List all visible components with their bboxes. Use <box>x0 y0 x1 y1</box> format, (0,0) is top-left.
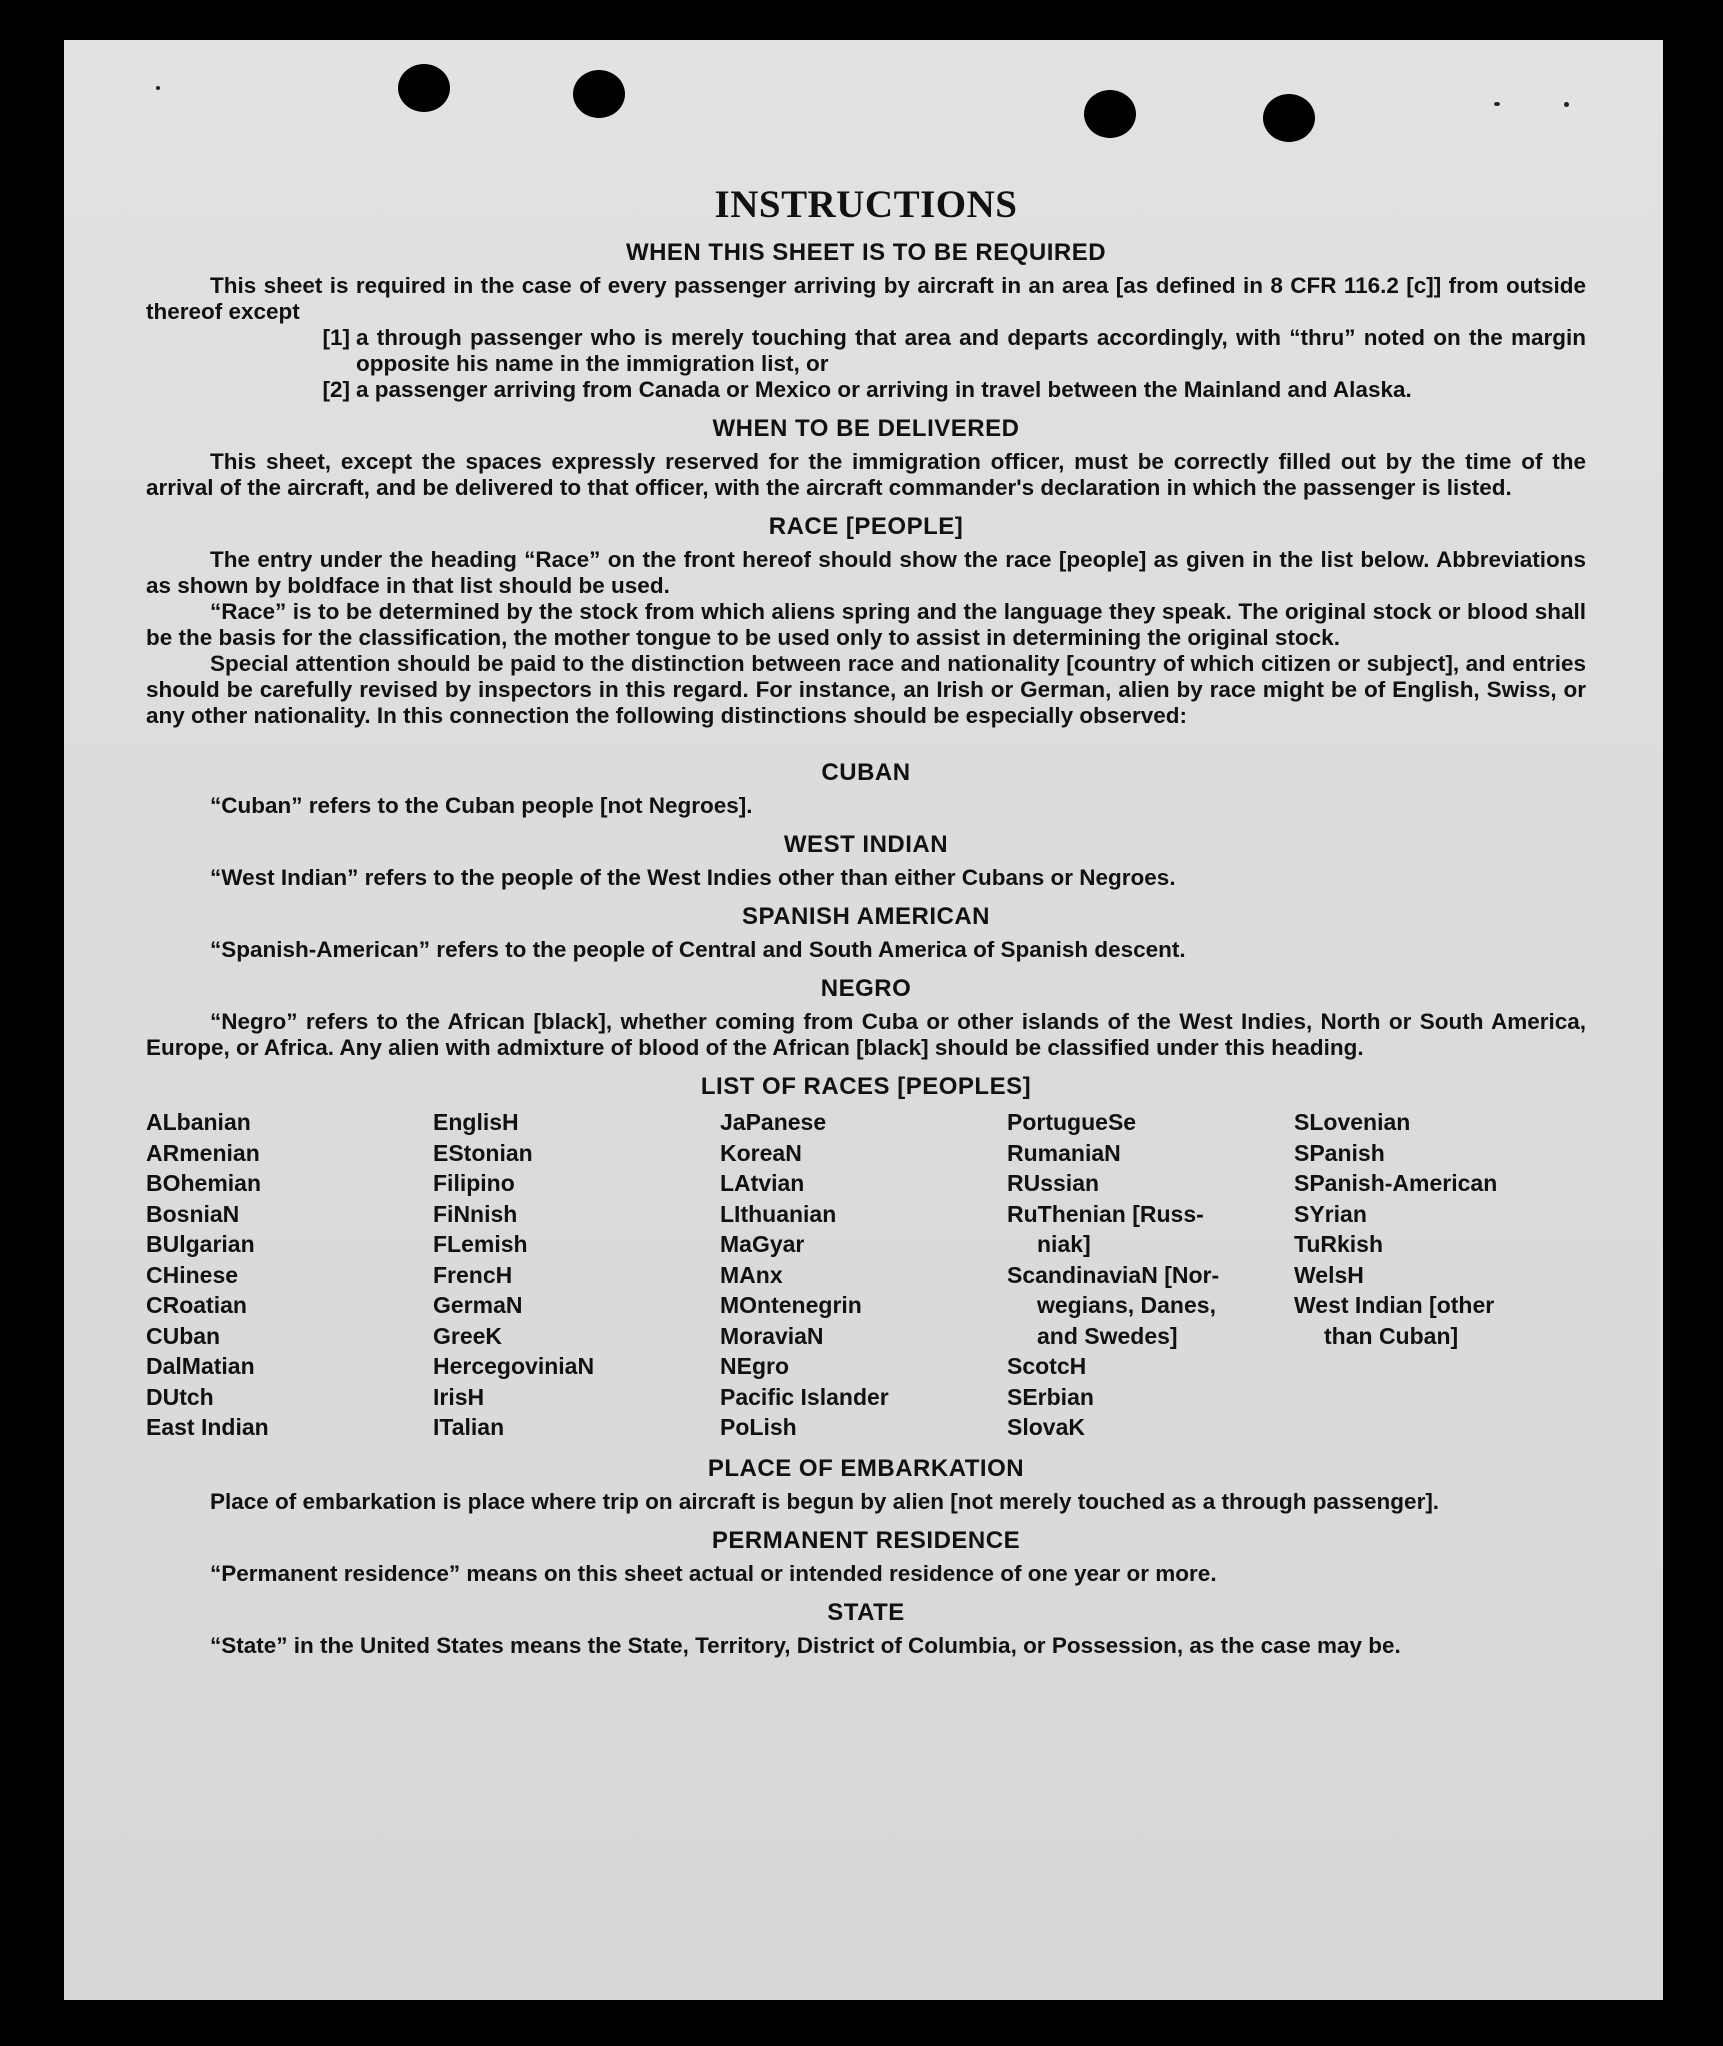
race-entry-continuation: niak] <box>1037 1231 1091 1257</box>
race-entry: RuThenian [Russ- <box>1007 1200 1204 1227</box>
race-entry: WelsH <box>1294 1261 1364 1288</box>
section-heading-embarkation: PLACE OF EMBARKATION <box>707 1454 1025 1482</box>
residence-text: “Permanent residence” means on this sheet actual or intended residence of one year or more. <box>210 1560 1217 1586</box>
race-column <box>1007 1107 1294 1443</box>
embarkation-text: Place of embarkation is place where trip on aircraft is begun by alien [not merely touched as a through passenger]. <box>210 1488 1440 1514</box>
race-entry: SPanish <box>1294 1139 1385 1166</box>
race-entry: RumaniaN <box>1007 1139 1121 1166</box>
race-entry: MOntenegrin <box>720 1292 862 1318</box>
race-entry: RUssian <box>1007 1170 1100 1196</box>
race-column <box>1294 1107 1586 1443</box>
race-entry: FrencH <box>433 1261 513 1288</box>
race-entry: West Indian [other <box>1294 1292 1495 1318</box>
race-paragraph-1: The entry under the heading “Race” on the front hereof should show the race [people] as given in the list below. Abbreviations as shown by boldface in that list should be used. <box>146 547 1586 598</box>
race-list <box>146 1107 1586 1443</box>
race-entry: SlovaK <box>1007 1414 1085 1440</box>
punch-hole <box>1263 94 1315 142</box>
race-entry: SYrian <box>1294 1200 1367 1227</box>
race-entry: SErbian <box>1007 1383 1094 1410</box>
west-indian-text: “West Indian” refers to the people of the West Indies other than either Cubans or Negroes. <box>210 865 1176 890</box>
race-entry: EStonian <box>433 1139 533 1166</box>
race-entry: GermaN <box>433 1292 523 1318</box>
punch-hole <box>573 70 625 118</box>
race-entry: TuRkish <box>1294 1231 1384 1257</box>
race-entry: NEgro <box>720 1353 789 1379</box>
race-paragraph-3: Special attention should be paid to the distinction between race and nationality [country of which citizen or subject], and entries should be carefully revised by inspectors in this regard. For instance, an Irish or German, alien by race might be of English, Swiss, or any other nationality. In this connection the following distinctions should be especially observed: <box>146 651 1586 728</box>
race-entry: ARmenian <box>146 1139 260 1166</box>
scan-speck <box>1494 102 1500 106</box>
section-heading-delivered: WHEN TO BE DELIVERED <box>712 415 1020 442</box>
section-heading-spanish-american: SPANISH AMERICAN <box>741 903 990 930</box>
race-column <box>720 1107 1007 1443</box>
race-entry: KoreaN <box>720 1139 802 1166</box>
race-entry: ScandinaviaN [Nor- <box>1007 1261 1220 1288</box>
race-column <box>433 1107 720 1443</box>
exception-item: [1] a through passenger who is merely touching that area and departs accordingly, with “thru” noted on the margin opposite his name in the immigration list, or <box>322 325 1586 376</box>
race-entry: GreeK <box>433 1322 503 1349</box>
section-heading-cuban: CUBAN <box>821 759 911 786</box>
punch-hole <box>1084 90 1136 138</box>
spanish-american-text: “Spanish-American” refers to the people of Central and South America of Spanish descent. <box>210 937 1186 962</box>
race-entry: HercegoviniaN <box>433 1353 595 1379</box>
race-entry-continuation: than Cuban] <box>1324 1322 1459 1349</box>
section-heading-race: RACE [PEOPLE] <box>768 513 964 540</box>
race-entry: EnglisH <box>433 1109 519 1135</box>
race-entry: FLemish <box>433 1231 528 1257</box>
race-entry: CHinese <box>146 1261 239 1288</box>
race-entry: East Indian <box>146 1414 269 1440</box>
race-entry: MoraviaN <box>720 1322 824 1349</box>
instructions-content <box>146 142 1586 1659</box>
race-entry: PoLish <box>720 1414 797 1440</box>
race-paragraph-2: “Race” is to be determined by the stock from which aliens spring and the language they speak. The original stock or blood shall be the basis for the classification, the mother tongue to be used only to assist in determining the original stock. <box>146 599 1586 650</box>
race-entry: MaGyar <box>720 1231 805 1257</box>
race-entry: BosniaN <box>146 1200 240 1227</box>
document-page <box>64 40 1663 2000</box>
cuban-text: “Cuban” refers to the Cuban people [not Negroes]. <box>210 793 753 818</box>
race-entry: LIthuanian <box>720 1200 837 1227</box>
race-entry: ITalian <box>433 1414 505 1440</box>
section-heading-state: STATE <box>827 1598 905 1626</box>
negro-text: “Negro” refers to the African [black], whether coming from Cuba or other islands of the West Indies, North or South America, Europe, or Africa. Any alien with admixture of blood of the African [black] should be classified under this heading. <box>146 1009 1586 1060</box>
page-title: INSTRUCTIONS <box>714 183 1018 226</box>
race-entry: DUtch <box>146 1383 214 1410</box>
race-entry: DalMatian <box>146 1353 255 1379</box>
race-entry: ALbanian <box>146 1109 251 1135</box>
race-entry-continuation: and Swedes] <box>1037 1322 1178 1349</box>
race-entry: CRoatian <box>146 1292 247 1318</box>
exception-list <box>146 325 1586 403</box>
exception-item: [2] a passenger arriving from Canada or Mexico or arriving in travel between the Mainland and Alaska. <box>322 377 1412 402</box>
race-entry: BUlgarian <box>146 1231 255 1257</box>
required-intro: This sheet is required in the case of every passenger arriving by aircraft in an area [as defined in 8 CFR 116.2 [c]] from outside thereof except <box>146 273 1586 324</box>
race-entry: ScotcH <box>1007 1353 1087 1379</box>
race-entry: SPanish-American <box>1294 1170 1498 1196</box>
race-entry: Pacific Islander <box>720 1383 889 1410</box>
section-heading-negro: NEGRO <box>820 975 912 1002</box>
race-entry: SLovenian <box>1294 1109 1411 1135</box>
race-entry-continuation: wegians, Danes, <box>1037 1292 1216 1318</box>
scan-speck <box>1564 102 1569 107</box>
race-entry: Filipino <box>433 1170 515 1196</box>
race-entry: IrisH <box>433 1383 485 1410</box>
section-heading-required: WHEN THIS SHEET IS TO BE REQUIRED <box>625 239 1107 266</box>
punch-hole <box>398 64 450 112</box>
scan-speck <box>156 86 160 90</box>
race-entry: JaPanese <box>720 1109 827 1135</box>
section-heading-west-indian: WEST INDIAN <box>783 831 949 858</box>
race-entry: FiNnish <box>433 1200 518 1227</box>
race-entry: PortugueSe <box>1007 1109 1137 1135</box>
race-entry: BOhemian <box>146 1170 262 1196</box>
race-entry: CUban <box>146 1322 221 1349</box>
delivered-text: This sheet, except the spaces expressly reserved for the immigration officer, must be correctly filled out by the time of the arrival of the aircraft, and be delivered to that officer, with the aircraft commander's declaration in which the passenger is listed. <box>146 449 1586 500</box>
race-entry: LAtvian <box>720 1170 805 1196</box>
section-heading-list-of-races: LIST OF RACES [PEOPLES] <box>700 1073 1032 1100</box>
race-column <box>146 1107 433 1443</box>
race-entry: MAnx <box>720 1261 783 1288</box>
section-heading-residence: PERMANENT RESIDENCE <box>711 1526 1021 1554</box>
state-text: “State” in the United States means the State, Territory, District of Columbia, or Possession, as the case may be. <box>210 1632 1401 1658</box>
